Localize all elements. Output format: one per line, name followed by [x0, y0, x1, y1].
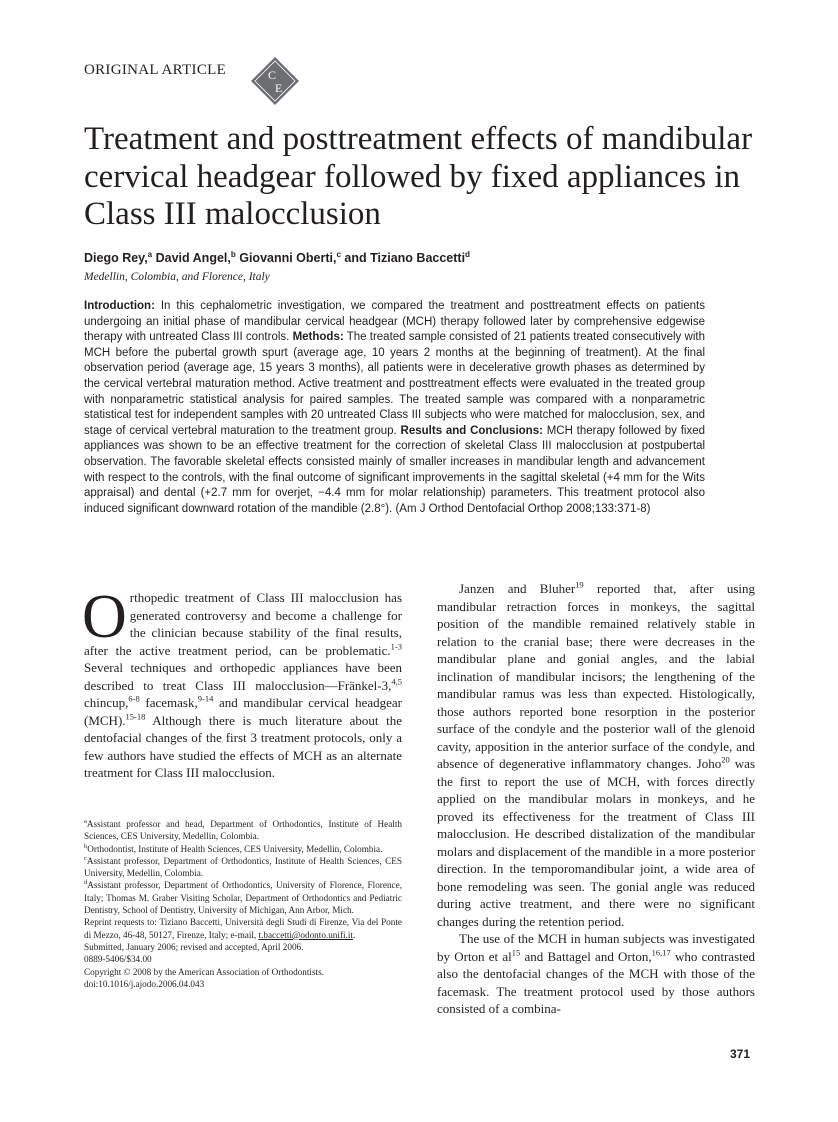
author-name: Diego Rey, — [84, 251, 148, 266]
author-name: Giovanni Oberti, — [239, 251, 337, 266]
footnote-a — [84, 818, 402, 843]
right-column — [437, 580, 755, 1018]
citation[interactable]: 6-8 — [128, 693, 140, 704]
body-text: Several techniques and orthopedic appliances have been described to treat Class III malocclusion—Fränkel-3, — [84, 660, 402, 693]
footnote-text: . — [352, 929, 356, 940]
abstract-intro-text: In this cephalometric investigation, we compared the treatment and posttreatment effects on patients undergoing an initial phase of mandibular cervical headgear (MCH) therapy followed later by comprehensive edgewise therapy with untreated Class III controls. — [84, 300, 705, 344]
author-list — [84, 250, 470, 265]
body-text: reported that, after using mandibular retraction forces in monkeys, the sagittal position of the mandible remained relatively stable in relation to the cranial base; there were decreases in the mandibular plane and gonial angles, and the labial inclination of mandibular incisors; the lengthening of the mandibular ramus was less than expected. Histologically, those authors reported bone resorption in the posterior surface of the condyle and the posterior wall of the glenoid cavity, apposition in the anterior surface of the condyle, and absence of degenerative inflammatory changes. Joho — [437, 581, 755, 771]
body-paragraph — [437, 930, 755, 1018]
abstract-results-text: MCH therapy followed by fixed appliances was shown to be an effective treatment for the correction of skeletal Class III malocclusion at postpubertal observation. The favorable skeletal effects consisted mainly of smaller increases in mandibular length and advancement with respect to the controls, with the final outcome of significant improvements in the sagittal skeletal (+4 mm for the Wits appraisal) and dental (+2.7 mm for overjet, −4.4 mm for molar relationship) parameters. This treatment protocol also induced significant downward rotation of the mandible (2.8°). (Am J Orthod Dentofacial Orthop 2008;133:371-8) — [84, 424, 705, 515]
footnote-mark: d — [84, 879, 88, 887]
citation[interactable]: 15-18 — [125, 711, 146, 722]
footnotes — [84, 818, 402, 990]
body-text: who contrasted also the dentofacial changes of the MCH with those of the facemask. The treatment protocol used by those authors consisted of a combina- — [437, 948, 756, 1016]
submission-dates: Submitted, January 2006; revised and accepted, April 2006. — [84, 941, 304, 952]
ce-credit-badge — [250, 56, 300, 106]
footnote-b — [84, 843, 402, 855]
abstract-intro-label: Introduction: — [84, 300, 155, 312]
email-link[interactable]: t.baccetti@odonto.unifi.it — [258, 929, 353, 940]
author-affil-mark: b — [230, 250, 236, 259]
footnote-mark: a — [84, 817, 87, 825]
issn: 0889-5406/$34.00 — [84, 954, 152, 965]
footnote-text: Assistant professor, Department of Orthodontics, University of Florence, Florence, Italy; Thomas M. Graber Visiting Scholar, Department of Orthodontics and Pediatric Dentistry, School of Dentistry, University of Michigan, Ann Arbor, Mich. — [84, 880, 402, 916]
reprint-requests — [84, 916, 402, 941]
footnote-mark: b — [84, 842, 88, 850]
copyright: Copyright © 2008 by the American Association of Orthodontists. — [84, 966, 324, 977]
footnote-c — [84, 855, 402, 880]
author-affil-mark: d — [465, 250, 470, 259]
page-number: 371 — [730, 1047, 751, 1061]
author-affil-mark: c — [336, 250, 341, 259]
drop-cap: O — [82, 583, 127, 651]
body-text: Janzen and Bluher — [459, 581, 576, 596]
author-name: David Angel, — [155, 251, 231, 266]
article-title: Treatment and posttreatment effects of mandibular cervical headgear followed by fixed appliances in Class III malocclusion — [84, 121, 753, 232]
body-paragraph — [437, 580, 755, 930]
footnote-text: Orthodontist, Institute of Health Sciences, CES University, Medellin, Colombia. — [87, 843, 383, 854]
abstract-methods-text: The treated sample consisted of 21 patients treated consecutively with MCH before the pubertal growth spurt (average age, 10 years 2 months at the beginning of treatment). At the final observation period (average age, 15 years 3 months), all patients were in decelerative growth phases as determined by the cervical vertebral maturation method. Active treatment and posttreatment effects were evaluated in the treated group with nonparametric statistical analysis for paired samples. The treated sample was compared with a nonparametric statistical test for independent samples with 20 untreated Class III subjects who were matched for malocclusion, sex, and stage of cervical vertebral maturation to the treatment group. — [84, 331, 705, 437]
body-text: and Battagel and Orton, — [520, 948, 652, 964]
footnote-text: Assistant professor and head, Department of Orthodontics, Institute of Health Sciences, CES University, Medellin, Colombia. — [84, 819, 402, 842]
body-text: The use of the MCH in human subjects was investigated by Orton et al — [437, 931, 755, 964]
abstract — [84, 299, 705, 517]
citation[interactable]: 19 — [575, 579, 584, 590]
author-affil-mark: a — [147, 250, 153, 259]
footnote-text: Reprint requests to: Tiziano Baccetti, Università degli Studi di Firenze, Via del Ponte di Mezzo, 46-48, 50127, Firenze, Italy; e-mail, — [84, 917, 402, 940]
abstract-results-label: Results and Conclusions: — [400, 424, 543, 437]
badge-letter-e: E — [275, 81, 283, 95]
abstract-methods-label: Methods: — [292, 331, 344, 344]
citation[interactable]: 15 — [511, 947, 521, 958]
body-text: rthopedic treatment of Class III malocclusion has generated controversy and become a challenge for the clinician because stability of the final results, after the active treatment period, can be problematic. — [84, 590, 402, 658]
footnote-mark: c — [84, 854, 87, 862]
citation[interactable]: 4,5 — [391, 676, 402, 687]
body-text: Although there is much literature about the dentofacial changes of the first 3 treatment protocols, only a few authors have studied the effects of MCH as an alternate treatment for Class III malocclusion. — [84, 712, 402, 780]
author-name: and Tiziano Baccetti — [344, 251, 466, 266]
left-column — [82, 583, 402, 782]
body-text: and mandibular cervical headgear (MCH). — [84, 695, 402, 728]
body-text: chincup, — [84, 695, 129, 710]
intro-paragraph — [82, 583, 402, 782]
badge-letter-c: C — [268, 68, 277, 82]
footnote-text: Assistant professor, Department of Orthodontics, Institute of Health Sciences, CES University, Medellin, Colombia. — [84, 855, 402, 879]
citation[interactable]: 20 — [721, 754, 730, 765]
doi: doi:10.1016/j.ajodo.2006.04.043 — [84, 978, 205, 989]
body-text: facemask, — [139, 695, 198, 710]
footnote-d — [84, 879, 402, 916]
author-locations: Medellin, Colombia, and Florence, Italy — [84, 271, 270, 283]
citation[interactable]: 9-14 — [197, 693, 214, 704]
citation[interactable]: 16,17 — [651, 947, 671, 958]
article-type-label: ORIGINAL ARTICLE — [84, 62, 227, 78]
body-text: was the first to report the use of MCH, with forces directly applied on the mandibular molars in monkeys, and he proved its effectiveness for the treatment of Class III malocclusion. He described distalization of the mandibular molars and displacement of the mandible in a more posterior direction. In the temporomandibular joint, a wide area of bone remodeling was seen. The gonial angle was reduced during active treatment, and there were no significant changes during the retention period. — [437, 756, 755, 929]
citation[interactable]: 1-3 — [390, 641, 402, 652]
